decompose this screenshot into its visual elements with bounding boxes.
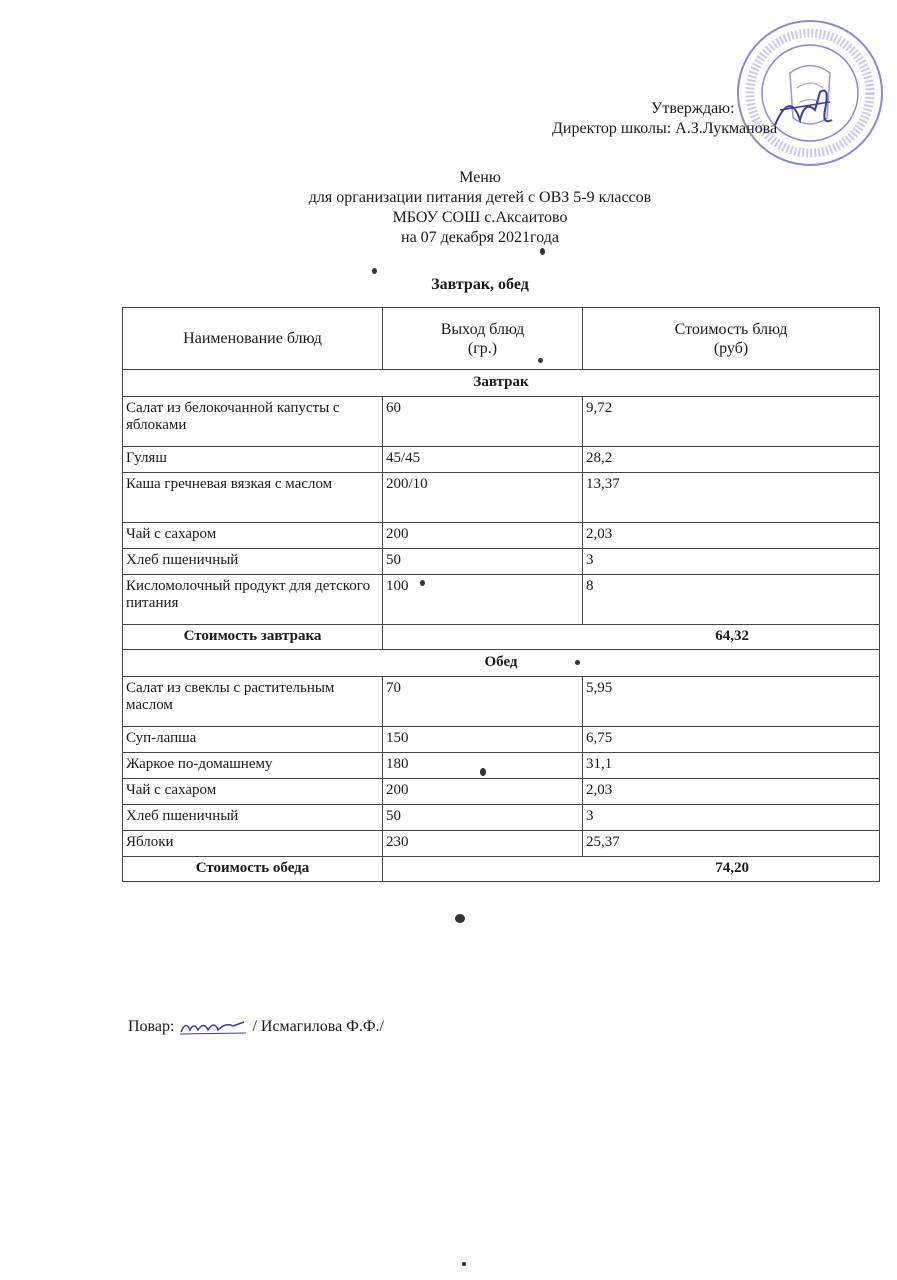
dish-cost: 9,72: [583, 397, 880, 447]
dish-name: Суп-лапша: [123, 727, 383, 753]
cook-name: / Исмагилова Ф.Ф./: [252, 1018, 384, 1035]
dish-output: 150: [383, 727, 583, 753]
header-output: Выход блюд (гр.): [383, 308, 583, 370]
dish-cost: 25,37: [583, 831, 880, 857]
dish-name: Чай с сахаром: [123, 523, 383, 549]
dish-output: 200: [383, 779, 583, 805]
total-label: Стоимость завтрака: [123, 625, 383, 650]
table-row: [123, 753, 880, 779]
dish-name: Кисломолочный продукт для детского питания: [123, 575, 383, 625]
cook-label: Повар:: [128, 1018, 175, 1035]
dish-name: Жаркое по-домашнему: [123, 753, 383, 779]
dish-output: 45/45: [383, 447, 583, 473]
director-line: Директор школы: А.З.Лукманова: [552, 120, 778, 137]
dish-cost: 28,2: [583, 447, 880, 473]
section-label: Обед: [123, 650, 880, 677]
dish-cost: 31,1: [583, 753, 880, 779]
table-row: [123, 727, 880, 753]
approval-label: Утверждаю:: [651, 100, 735, 117]
table-row: [123, 523, 880, 549]
dish-output: 100: [383, 575, 583, 625]
director-signature: [770, 80, 840, 140]
scan-speck: [538, 358, 543, 363]
dish-cost: 2,03: [583, 523, 880, 549]
scan-speck: [480, 768, 486, 776]
dish-output: 230: [383, 831, 583, 857]
dish-output: 50: [383, 549, 583, 575]
dish-name: Хлеб пшеничный: [123, 805, 383, 831]
table-row: [123, 473, 880, 523]
dish-name: Чай с сахаром: [123, 779, 383, 805]
lunch-total-row: [123, 857, 880, 882]
dish-name: Хлеб пшеничный: [123, 549, 383, 575]
table-row: [123, 831, 880, 857]
total-value: 64,32: [383, 625, 880, 650]
total-label: Стоимость обеда: [123, 857, 383, 882]
dish-name: Яблоки: [123, 831, 383, 857]
table-row: [123, 397, 880, 447]
dish-cost: 3: [583, 805, 880, 831]
dish-name: Каша гречневая вязкая с маслом: [123, 473, 383, 523]
dish-output: 200: [383, 523, 583, 549]
scan-speck: [420, 580, 425, 586]
table-row: [123, 805, 880, 831]
total-value: 74,20: [383, 857, 880, 882]
header-cost: Стоимость блюд (руб): [583, 308, 880, 370]
dish-cost: 5,95: [583, 677, 880, 727]
header-dish-name: Наименование блюд: [123, 308, 383, 370]
dish-output: 60: [383, 397, 583, 447]
dish-output: 70: [383, 677, 583, 727]
section-label: Завтрак: [123, 370, 880, 397]
section-lunch: [123, 650, 880, 677]
table-row: [123, 677, 880, 727]
meal-heading: Завтрак, обед: [431, 276, 529, 293]
scan-speck: [372, 268, 377, 274]
table-row: [123, 779, 880, 805]
dish-cost: 8: [583, 575, 880, 625]
dish-output: 200/10: [383, 473, 583, 523]
title-line-1: Меню: [459, 169, 501, 186]
table-header-row: [123, 308, 880, 370]
document-title: [0, 168, 897, 248]
title-line-3: МБОУ СОШ с.Аксаитово: [392, 209, 568, 226]
table-row: [123, 575, 880, 625]
dish-cost: 13,37: [583, 473, 880, 523]
scan-speck: [462, 1262, 466, 1266]
scan-speck: [455, 914, 465, 923]
menu-table: [122, 307, 880, 882]
dish-cost: 3: [583, 549, 880, 575]
table-row: [123, 447, 880, 473]
dish-cost: 2,03: [583, 779, 880, 805]
dish-cost: 6,75: [583, 727, 880, 753]
scan-speck: [575, 660, 580, 665]
title-line-4: на 07 декабря 2021года: [401, 229, 559, 246]
dish-output: 180: [383, 753, 583, 779]
dish-name: Гуляш: [123, 447, 383, 473]
scan-speck: [540, 248, 545, 255]
dish-name: Салат из белокочанной капусты с яблоками: [123, 397, 383, 447]
table-row: [123, 549, 880, 575]
cook-signature-line: [128, 1018, 384, 1036]
cook-signature: [178, 1018, 248, 1036]
breakfast-total-row: [123, 625, 880, 650]
title-line-2: для организации питания детей с ОВЗ 5-9 классов: [308, 189, 652, 206]
dish-name: Салат из свеклы с растительным маслом: [123, 677, 383, 727]
dish-output: 50: [383, 805, 583, 831]
section-breakfast: [123, 370, 880, 397]
